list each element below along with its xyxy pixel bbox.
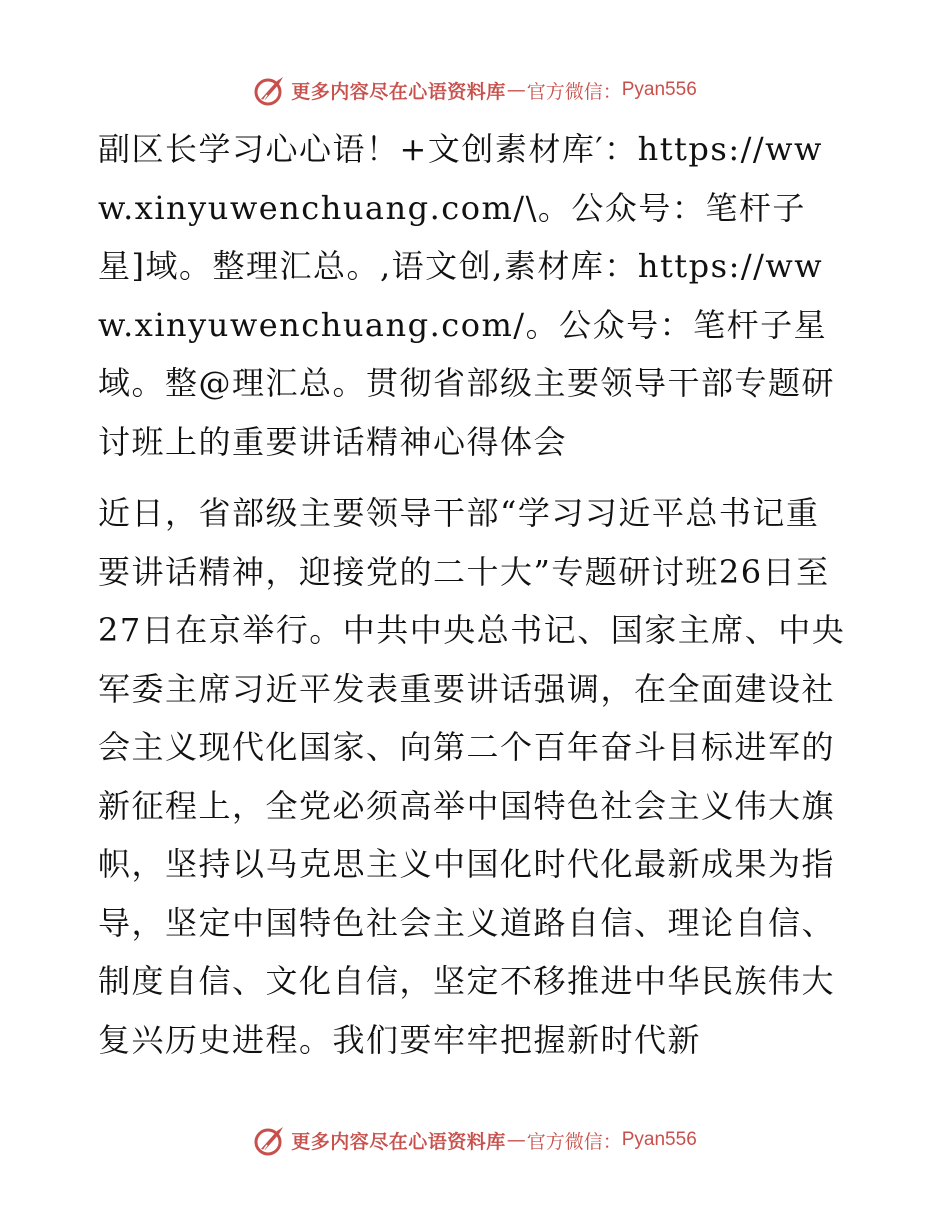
footer-banner [0,1120,950,1160]
banner-wechat-id: Pyan556 [621,1129,697,1150]
banner-brand-text: 更多内容尽在心语资料库 [291,1130,506,1153]
quill-logo-icon [253,1123,287,1157]
banner-wechat-label: 官方微信： [526,1130,622,1153]
banner-wechat-id: Pyan556 [621,79,697,100]
quill-logo-icon [253,73,287,107]
header-banner [0,70,950,110]
banner-dash: — [506,1129,526,1151]
paragraph-body: 近日，省部级主要领导干部“学习习近平总书记重要讲话精神，迎接党的二十大”专题研讨班26日至27日在京举行。中共中央总书记、国家主席、中央军委主席习近平发表重要讲话强调，在全面建设社会主义现代化国家、向第二个百年奋斗目标进军的新征程上，全党必须高举中国特色社会主义伟大旗帜，坚持以马克思主义中国化时代化最新成果为指导，坚定中国特色社会主义道路自信、理论自信、制度自信、文化自信，坚定不移推进中华民族伟大复兴历史进程。我们要牢牢把握新时代新 [98,494,846,1059]
banner-dash: — [506,79,526,101]
banner-brand-text: 更多内容尽在心语资料库 [291,80,506,103]
paragraph-title: 副区长学习心心语！+文创素材库′：https://www.xinyuwenchuang.com/\。公众号：笔杆子星]域。整理汇总。,语文创,素材库：https://www.xinyuwenchuang.com/。公众号：笔杆子星域。整@理汇总。贯彻省部级主要领导干部专题研讨班上的重要讲话精神心得体会 [98,130,836,461]
document-body-section-1 [98,120,850,471]
document-body-section-2 [98,484,850,1069]
banner-wechat-label: 官方微信： [526,80,622,103]
